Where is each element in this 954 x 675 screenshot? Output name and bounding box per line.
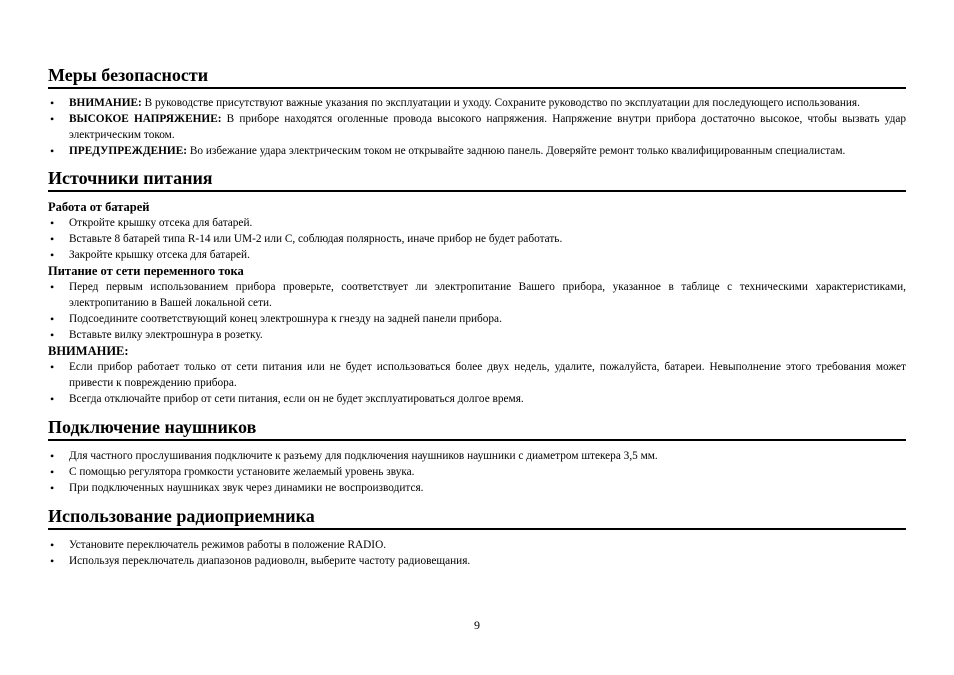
list-item: • Вставьте вилку электрошнура в розетку. [48, 327, 906, 343]
page-number: 9 [474, 618, 480, 632]
list-item: • Если прибор работает только от сети питания или не будет использоваться более двух недель, удалите, пожалуйста, батареи. Невыполнение этого требования может привести к повреждению прибора. [48, 359, 906, 391]
safety-item [48, 95, 906, 111]
list-item: • С помощью регулятора громкости установите желаемый уровень звука. [48, 464, 906, 480]
safety-item-label: ВНИМАНИЕ: [69, 97, 142, 109]
warning-heading: ВНИМАНИЕ: [48, 344, 129, 358]
list-item: • Вставьте 8 батарей типа R-14 или UM-2 или С, соблюдая полярность, иначе прибор не будет работать. [48, 231, 906, 247]
safety-list [48, 95, 906, 159]
list-item: • При подключенных наушниках звук через динамики не воспроизводится. [48, 480, 906, 496]
safety-item-text: В руководстве присутствуют важные указания по эксплуатации и уходу. Сохраните руководство по эксплуатации для последующего использования. [141, 97, 860, 109]
ac-list [48, 279, 906, 343]
list-item: • Закройте крышку отсека для батарей. [48, 247, 906, 263]
radio-list [48, 537, 906, 569]
radio-section [48, 505, 906, 569]
power-section [48, 167, 906, 407]
list-item: • Используя переключатель диапазонов радиоволн, выберите частоту радиовещания. [48, 553, 906, 569]
battery-list [48, 215, 906, 263]
headphones-section [48, 416, 906, 496]
list-item: • Подсоедините соответствующий конец электрошнура к гнезду на задней панели прибора. [48, 311, 906, 327]
safety-item-label: ВЫСОКОЕ НАПРЯЖЕНИЕ: [69, 113, 222, 125]
manual-page [48, 64, 906, 569]
headphones-list [48, 448, 906, 496]
list-item: • Для частного прослушивания подключите к разъему для подключения наушников наушники с диаметром штекера 3,5 мм. [48, 448, 906, 464]
list-item: • Откройте крышку отсека для батарей. [48, 215, 906, 231]
safety-item [48, 111, 906, 143]
safety-item-text: В приборе находятся оголенные провода высокого напряжения. Напряжение внутри прибора достаточно высокое, чтобы вызвать удар электрическим током. [69, 113, 906, 141]
headphones-title: Подключение наушников [48, 416, 906, 441]
list-item: • Всегда отключайте прибор от сети питания, если он не будет эксплуатироваться долгое время. [48, 391, 906, 407]
list-item: • Перед первым использованием прибора проверьте, соответствует ли электропитание Вашего прибора, указанное в таблице с техническими характеристиками, электропитанию в Вашей локальной сети. [48, 279, 906, 311]
radio-title: Использование радиоприемника [48, 505, 906, 530]
list-item: • Установите переключатель режимов работы в положение RADIO. [48, 537, 906, 553]
power-title: Источники питания [48, 167, 906, 192]
safety-section [48, 64, 906, 159]
safety-item-text: Во избежание удара электрическим током не открывайте заднюю панель. Доверяйте ремонт только квалифицированным специалистам. [187, 145, 846, 157]
safety-item [48, 143, 906, 159]
safety-title: Меры безопасности [48, 64, 906, 89]
battery-heading: Работа от батарей [48, 200, 150, 214]
ac-heading: Питание от сети переменного тока [48, 264, 244, 278]
safety-item-label: ПРЕДУПРЕЖДЕНИЕ: [69, 145, 187, 157]
warning-list [48, 359, 906, 407]
